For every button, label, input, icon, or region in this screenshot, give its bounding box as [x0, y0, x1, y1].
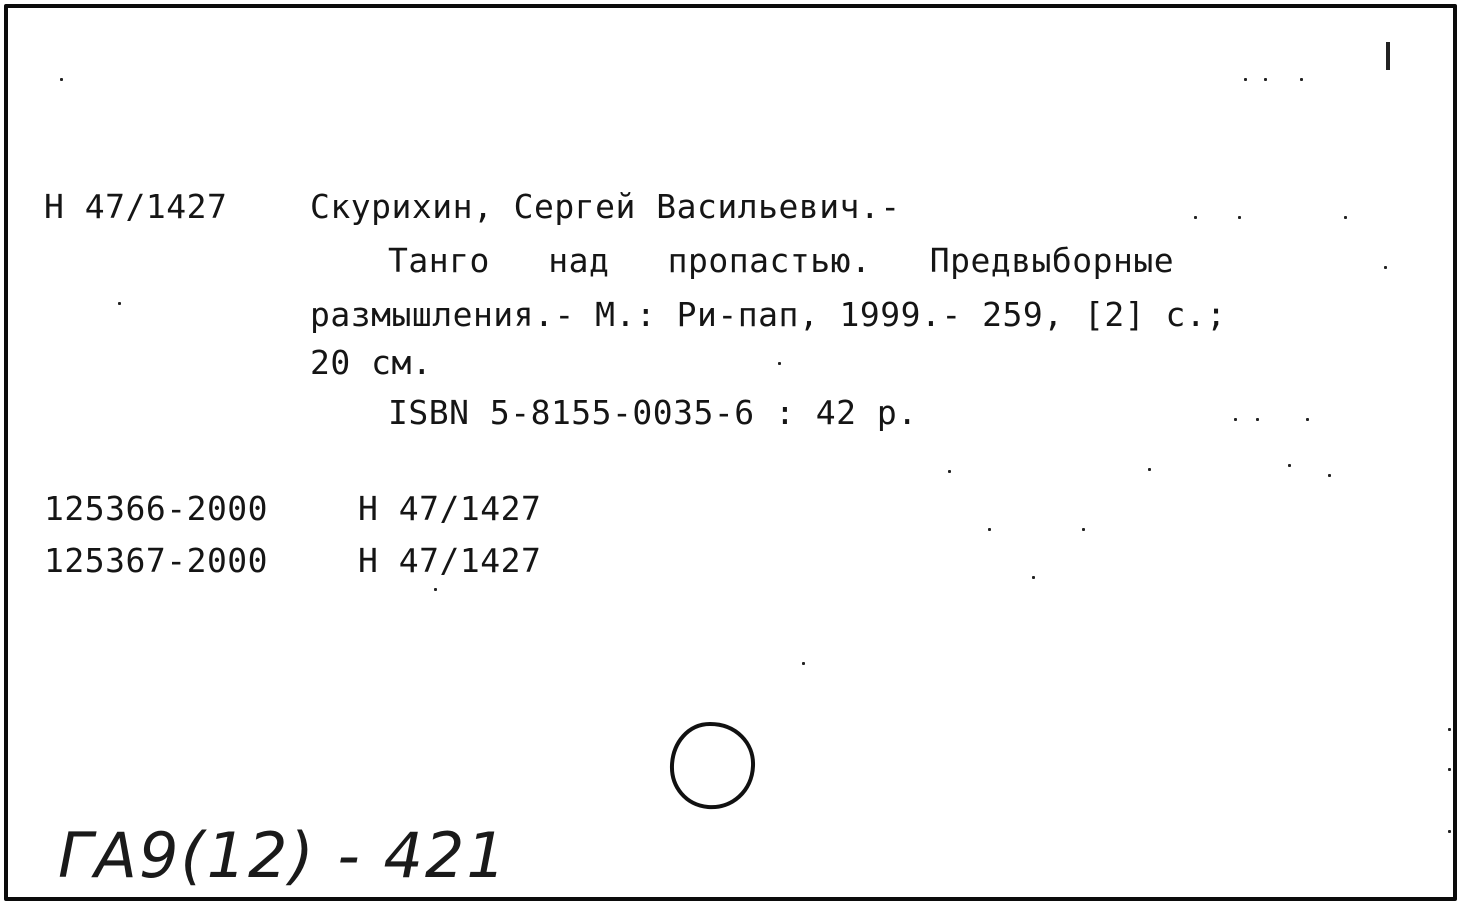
shelf-mark: Н 47/1427	[358, 541, 542, 580]
author-heading: Скурихин, Сергей Васильевич.-	[310, 187, 901, 226]
punch-hole	[666, 721, 756, 811]
title-line-3: 20 см.	[310, 343, 433, 382]
catalog-card	[4, 4, 1457, 901]
corner-mark	[1386, 42, 1390, 70]
handwritten-classification: ГА9(12) - 421	[58, 819, 508, 892]
title-line-1: Танго над пропастью. Предвыборные	[388, 241, 1175, 280]
inventory-number: 125367-2000	[44, 541, 269, 580]
isbn-line: ISBN 5-8155-0035-6 : 42 р.	[388, 393, 918, 432]
inventory-number: 125366-2000	[44, 489, 269, 528]
title-line-2: размышления.- М.: Ри-пап, 1999.- 259, [2] с.;	[310, 295, 1227, 334]
shelf-mark: Н 47/1427	[358, 489, 542, 528]
call-number: Н 47/1427	[44, 187, 228, 226]
